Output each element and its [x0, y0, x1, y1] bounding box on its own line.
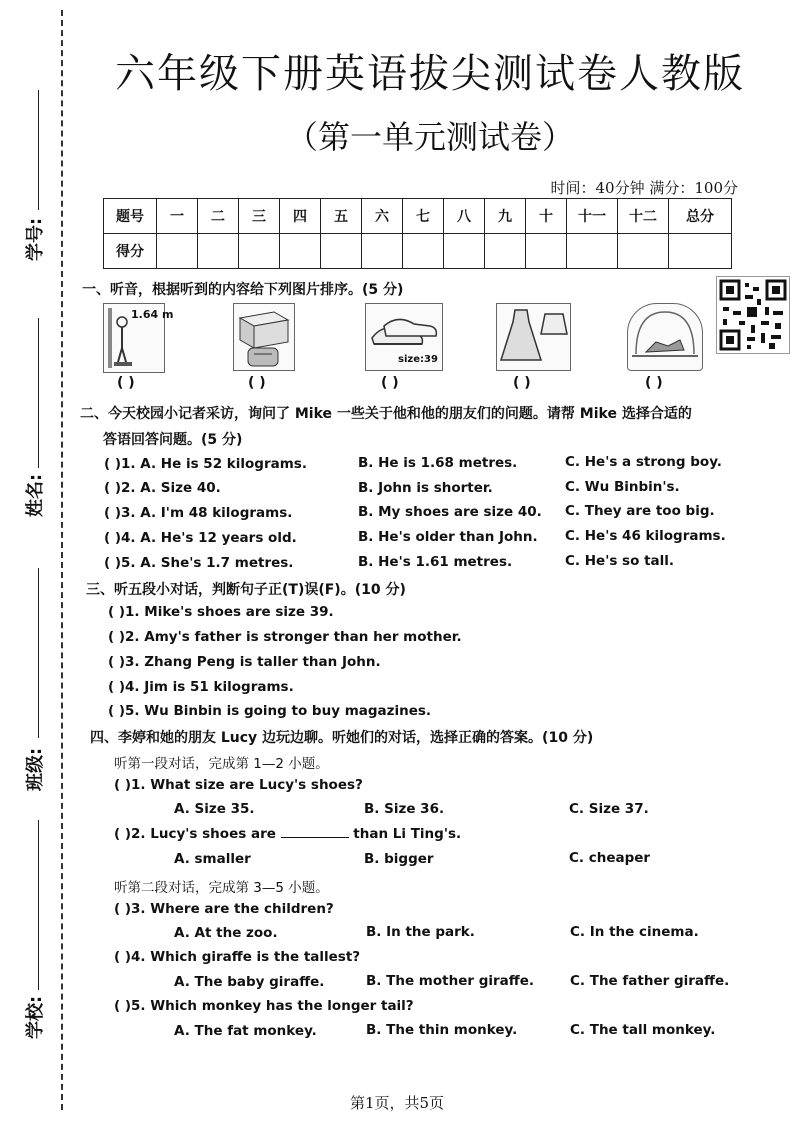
score-input-cell[interactable]	[444, 234, 485, 269]
score-input-cell[interactable]	[198, 234, 239, 269]
page-subtitle: （第一单元测试卷）	[285, 118, 574, 156]
section2-q2-option-c[interactable]: C. Wu Binbin's.	[565, 479, 680, 495]
score-cell: 五	[321, 199, 362, 234]
section4-part2-instruction: 听第二段对话，完成第 3—5 小题。	[114, 880, 329, 896]
section4-q1-option-b[interactable]: B. Size 36.	[364, 801, 445, 817]
picture-answer-blank[interactable]: ( )	[381, 375, 399, 391]
section4-q3-option-c[interactable]: C. In the cinema.	[570, 924, 699, 940]
section4-q5-option-c[interactable]: C. The tall monkey.	[570, 1022, 716, 1038]
section4-q1-stem[interactable]: ( )1. What size are Lucy's shoes?	[114, 777, 363, 793]
page-footer: 第1页，共5页	[349, 1094, 445, 1112]
section3-item[interactable]: ( )4. Jim is 51 kilograms.	[108, 679, 294, 695]
section4-q3-option-a[interactable]: A. At the zoo.	[174, 925, 278, 941]
section2-q5-option-c[interactable]: C. He's so tall.	[565, 553, 675, 569]
picture-animals-in-cage	[627, 303, 703, 371]
section2-q3-option-c[interactable]: C. They are too big.	[565, 503, 715, 519]
section2-q4-option-c[interactable]: C. He's 46 kilograms.	[565, 528, 726, 544]
score-cell: 三	[239, 199, 280, 234]
score-cell: 四	[280, 199, 321, 234]
section3-item[interactable]: ( )5. Wu Binbin is going to buy magazines.	[108, 703, 432, 719]
section2-q4-option-b[interactable]: B. He's older than John.	[358, 529, 538, 545]
exam-meta: 时间：40分钟 满分：100分	[550, 179, 738, 197]
section3-item[interactable]: ( )2. Amy's father is stronger than her mother.	[108, 629, 462, 645]
picture-height-label: 1.64 m	[131, 308, 174, 321]
section4-q5-stem[interactable]: ( )5. Which monkey has the longer tail?	[114, 998, 414, 1014]
section3-heading: 三、听五段小对话，判断句子正(T)误(F)。(10 分)	[86, 582, 406, 598]
picture-answer-blank[interactable]: ( )	[117, 375, 135, 391]
picture-dress-and-skirt	[496, 303, 571, 371]
name-line	[38, 318, 39, 468]
picture-box-and-bag	[233, 303, 295, 371]
score-input-cell[interactable]	[362, 234, 403, 269]
section4-q2-option-b[interactable]: B. bigger	[364, 851, 434, 867]
section3-item[interactable]: ( )1. Mike's shoes are size 39.	[108, 604, 334, 620]
score-cell: 二	[198, 199, 239, 234]
picture-answer-blank[interactable]: ( )	[645, 375, 663, 391]
section4-q1-option-a[interactable]: A. Size 35.	[174, 801, 255, 817]
section4-q2-option-a[interactable]: A. smaller	[174, 851, 251, 867]
fill-in-blank[interactable]	[281, 837, 349, 838]
section4-q4-option-b[interactable]: B. The mother giraffe.	[366, 973, 534, 989]
score-cell: 八	[444, 199, 485, 234]
section1-heading: 一、听音，根据听到的内容给下列图片排序。(5 分)	[82, 282, 404, 298]
score-cell: 一	[157, 199, 198, 234]
section2-q3-option-a[interactable]: ( )3. A. I'm 48 kilograms.	[104, 505, 293, 521]
section4-q2-stem[interactable]	[114, 826, 461, 842]
score-input-cell[interactable]	[157, 234, 198, 269]
section2-q2-option-b[interactable]: B. John is shorter.	[358, 480, 493, 496]
section4-q3-option-b[interactable]: B. In the park.	[366, 924, 475, 940]
score-table	[103, 198, 732, 269]
section2-q1-option-b[interactable]: B. He is 1.68 metres.	[358, 455, 518, 471]
school-label: 学校:	[25, 995, 46, 1039]
score-input-cell[interactable]	[485, 234, 526, 269]
section4-q3-stem[interactable]: ( )3. Where are the children?	[114, 901, 334, 917]
score-table-header-row	[104, 199, 732, 234]
name-label: 姓名:	[25, 473, 46, 517]
section4-heading: 四、李婷和她的朋友 Lucy 边玩边聊。听她们的对话，选择正确的答案。(10 分)	[90, 730, 594, 746]
section4-q4-option-a[interactable]: A. The baby giraffe.	[174, 974, 325, 990]
score-input-cell[interactable]	[403, 234, 444, 269]
score-cell: 十	[526, 199, 567, 234]
score-row-label: 得分	[104, 234, 157, 269]
score-cell: 六	[362, 199, 403, 234]
page-title: 六年级下册英语拔尖测试卷人教版	[115, 51, 745, 97]
score-input-cell[interactable]	[618, 234, 669, 269]
section2-heading-line1: 二、今天校园小记者采访，询问了 Mike 一些关于他和他的朋友们的问题。请帮 Mike 选择合适的	[80, 406, 692, 422]
section4-q5-option-a[interactable]: A. The fat monkey.	[174, 1023, 317, 1039]
score-input-cell[interactable]	[239, 234, 280, 269]
qr-code-icon	[716, 276, 790, 354]
score-cell: 总分	[669, 199, 732, 234]
score-input-cell[interactable]	[321, 234, 362, 269]
score-input-cell[interactable]	[280, 234, 321, 269]
section4-q4-stem[interactable]: ( )4. Which giraffe is the tallest?	[114, 949, 361, 965]
picture-answer-blank[interactable]: ( )	[513, 375, 531, 391]
section4-q4-option-c[interactable]: C. The father giraffe.	[570, 973, 730, 989]
score-input-cell[interactable]	[567, 234, 618, 269]
section2-q5-option-a[interactable]: ( )5. A. She's 1.7 metres.	[104, 555, 294, 571]
section2-q1-option-a[interactable]: ( )1. A. He is 52 kilograms.	[104, 456, 307, 472]
school-line	[38, 820, 39, 990]
section3-item[interactable]: ( )3. Zhang Peng is taller than John.	[108, 654, 381, 670]
score-cell: 七	[403, 199, 444, 234]
section2-q2-option-a[interactable]: ( )2. A. Size 40.	[104, 480, 221, 496]
section4-part1-instruction: 听第一段对话，完成第 1—2 小题。	[114, 756, 329, 772]
section4-q2-stem-before: ( )2. Lucy's shoes are	[114, 826, 276, 842]
class-line	[38, 568, 39, 738]
section4-q2-option-c[interactable]: C. cheaper	[569, 850, 651, 866]
score-cell: 题号	[104, 199, 157, 234]
section2-heading-line2: 答语回答问题。(5 分)	[103, 432, 243, 448]
score-cell: 九	[485, 199, 526, 234]
student-id-label: 学号:	[25, 217, 46, 261]
section2-q3-option-b[interactable]: B. My shoes are size 40.	[358, 504, 542, 520]
section4-q2-stem-after: than Li Ting's.	[353, 826, 462, 842]
section2-q5-option-b[interactable]: B. He's 1.61 metres.	[358, 554, 513, 570]
section4-q1-option-c[interactable]: C. Size 37.	[569, 801, 649, 817]
section2-q1-option-c[interactable]: C. He's a strong boy.	[565, 454, 722, 470]
binding-dashed-line	[61, 10, 63, 1110]
class-label: 班级:	[25, 747, 46, 791]
section2-q4-option-a[interactable]: ( )4. A. He's 12 years old.	[104, 530, 297, 546]
score-cell: 十一	[567, 199, 618, 234]
picture-shoes-size-label: size:39	[398, 354, 438, 365]
score-input-cell[interactable]	[526, 234, 567, 269]
score-table-score-row	[104, 234, 732, 269]
score-input-cell[interactable]	[669, 234, 732, 269]
score-cell: 十二	[618, 199, 669, 234]
student-id-line	[38, 90, 39, 210]
picture-answer-blank[interactable]: ( )	[248, 375, 266, 391]
section4-q5-option-b[interactable]: B. The thin monkey.	[366, 1022, 518, 1038]
